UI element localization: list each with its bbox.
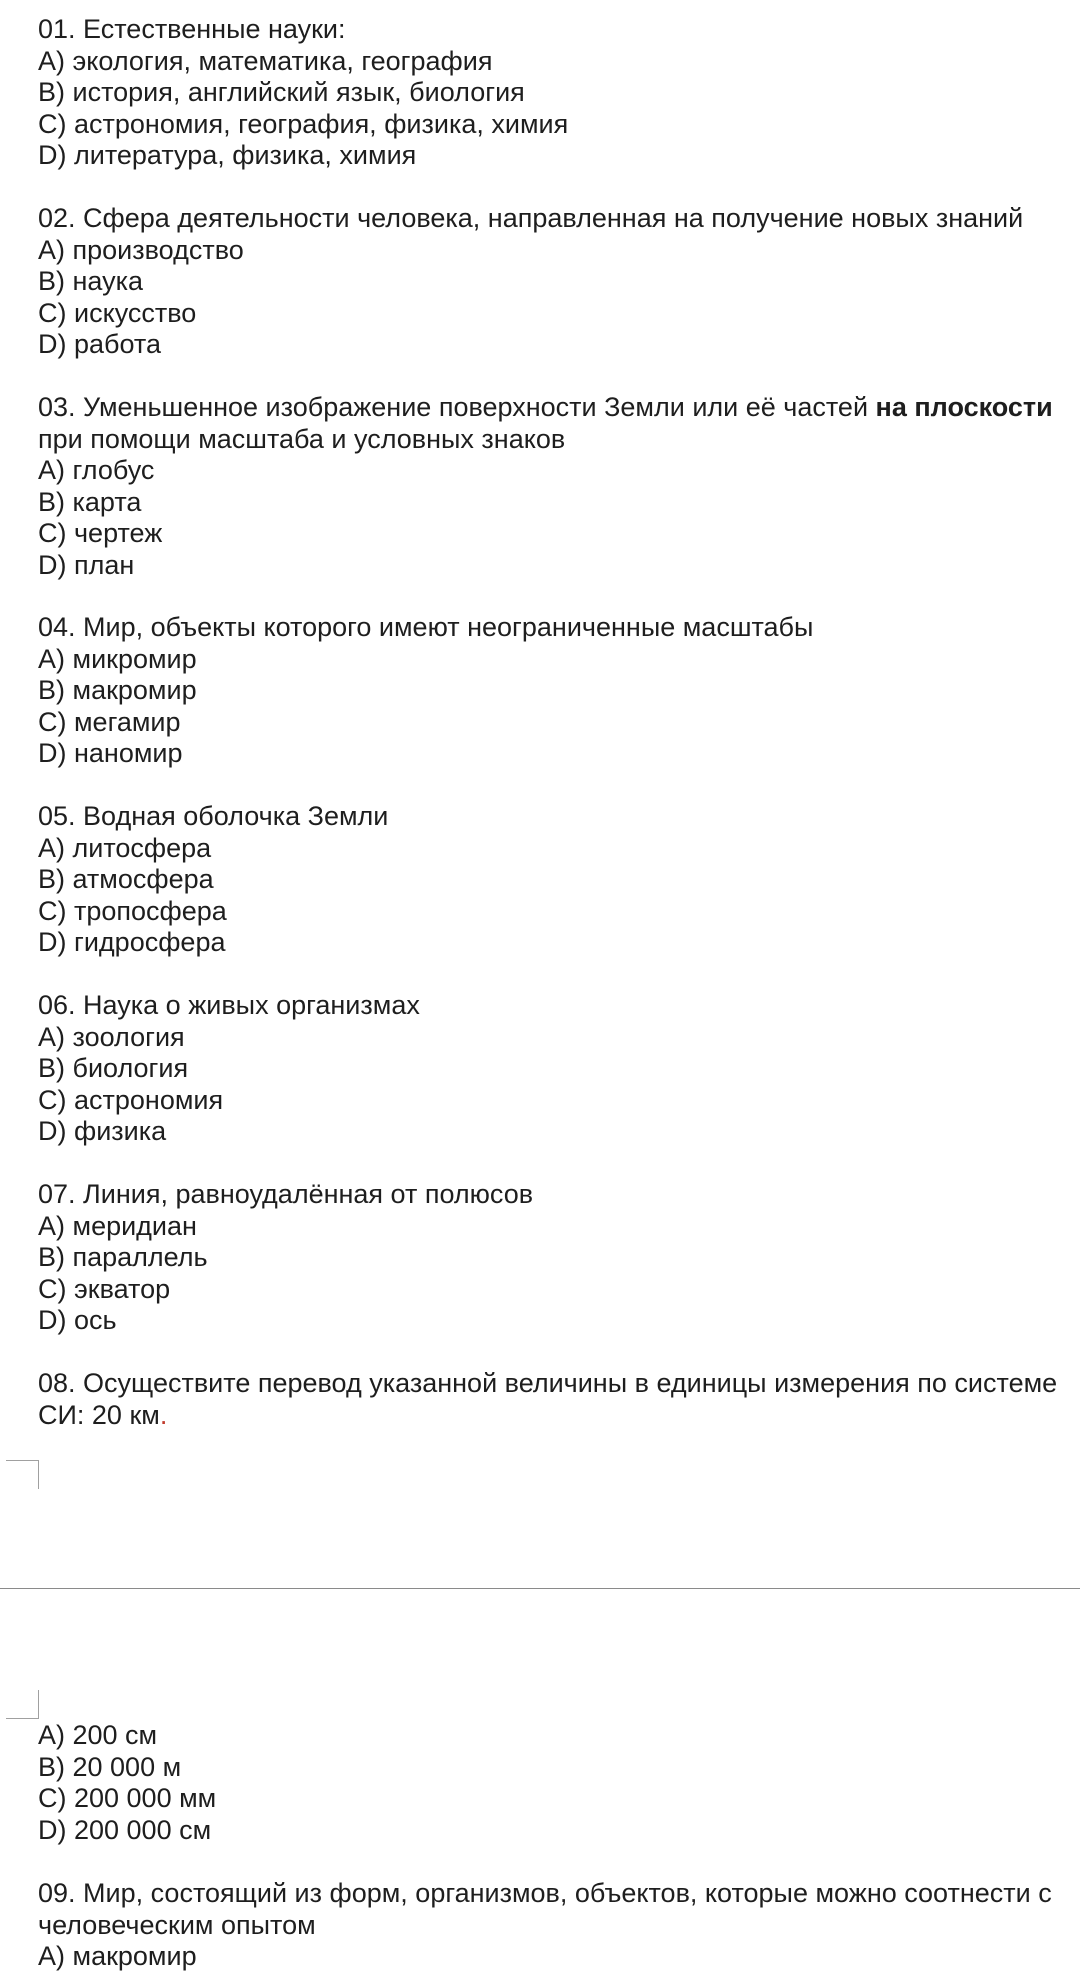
question-01: [38, 14, 1080, 172]
answer-option-a: A) микромир: [38, 643, 197, 674]
answer-option-b: B) биология: [38, 1053, 189, 1083]
answer-option-d: D) 200 000 см: [38, 1814, 212, 1845]
question-06: [38, 990, 1080, 1148]
answer-option-a: A) 200 см: [38, 1720, 158, 1750]
page-corner-mark-bottom: [6, 1690, 39, 1719]
answer-option-a: A) макромир: [38, 1941, 197, 1971]
page-corner-mark-top: [6, 1460, 39, 1489]
question-text-line-2: [38, 1400, 1080, 1432]
answer-option-c: C) астрономия: [38, 1084, 224, 1115]
answer-option-d: D) ось: [38, 1305, 117, 1335]
question-text: 04. Мир, объекты которого имеют неограниченные масштабы: [38, 612, 814, 642]
answer-option-a: A) глобус: [38, 455, 155, 485]
question-text: 02. Сфера деятельности человека, направленная на получение новых знаний: [38, 203, 1024, 233]
question-09: [38, 1878, 1080, 1973]
question-07: [38, 1179, 1080, 1337]
answer-option-d: D) план: [38, 549, 135, 580]
answer-option-c: C) мегамир: [38, 706, 181, 737]
answer-option-c: C) 200 000 мм: [38, 1783, 217, 1813]
answer-option-a: A) литосфера: [38, 832, 212, 863]
answer-option-c: C) искусство: [38, 297, 197, 328]
question-04: [38, 612, 1080, 770]
question-02: [38, 203, 1080, 361]
question-text-part: 03. Уменьшенное изображение поверхности Земли или её частей: [38, 392, 876, 422]
answer-option-d: D) работа: [38, 329, 161, 359]
question-text: [38, 392, 1080, 424]
red-period-mark: .: [159, 1399, 168, 1430]
question-05: [38, 801, 1080, 959]
answer-option-d: D) физика: [38, 1116, 167, 1146]
question-text: 07. Линия, равноудалённая от полюсов: [38, 1179, 534, 1209]
question-text-line-2: при помощи масштаба и условных знаков: [38, 423, 566, 454]
question-03: [38, 392, 1080, 581]
answer-option-a: A) производство: [38, 234, 244, 265]
question-text: 06. Наука о живых организмах: [38, 990, 420, 1020]
answer-option-d: D) литература, физика, химия: [38, 140, 417, 170]
answer-option-b: B) макромир: [38, 675, 197, 705]
answer-option-b: B) карта: [38, 486, 142, 517]
question-text-bold: на плоскости: [875, 392, 1053, 422]
answer-option-c: C) чертеж: [38, 518, 163, 548]
answer-option-b: B) история, английский язык, биология: [38, 77, 525, 107]
answer-option-a: A) зоология: [38, 1021, 185, 1052]
answer-option-c: C) экватор: [38, 1273, 171, 1304]
answer-option-d: D) наномир: [38, 738, 183, 768]
question-text: 09. Мир, состоящий из форм, организмов, объектов, которые можно соотнести с: [38, 1878, 1052, 1908]
answer-option-b: B) параллель: [38, 1242, 208, 1272]
question-text: 05. Водная оболочка Земли: [38, 801, 389, 831]
question-08-answers: [38, 1720, 1080, 1846]
question-text: 08. Осуществите перевод указанной величины в единицы измерения по системе: [38, 1368, 1058, 1398]
answer-option-d: D) гидросфера: [38, 927, 226, 957]
answer-option-c: C) тропосфера: [38, 895, 227, 926]
answer-option-b: B) 20 000 м: [38, 1751, 182, 1782]
question-text: 01. Естественные науки:: [38, 14, 346, 44]
page-break-line: [0, 1588, 1080, 1589]
question-text-value: СИ: 20 км: [38, 1399, 160, 1430]
question-text-line-2: человеческим опытом: [38, 1909, 316, 1940]
answer-option-a: A) меридиан: [38, 1210, 197, 1241]
answer-option-b: B) наука: [38, 266, 144, 296]
answer-option-b: B) атмосфера: [38, 864, 214, 894]
answer-option-a: A) экология, математика, география: [38, 45, 493, 76]
answer-option-c: C) астрономия, география, физика, химия: [38, 108, 569, 139]
question-08: [38, 1368, 1080, 1431]
